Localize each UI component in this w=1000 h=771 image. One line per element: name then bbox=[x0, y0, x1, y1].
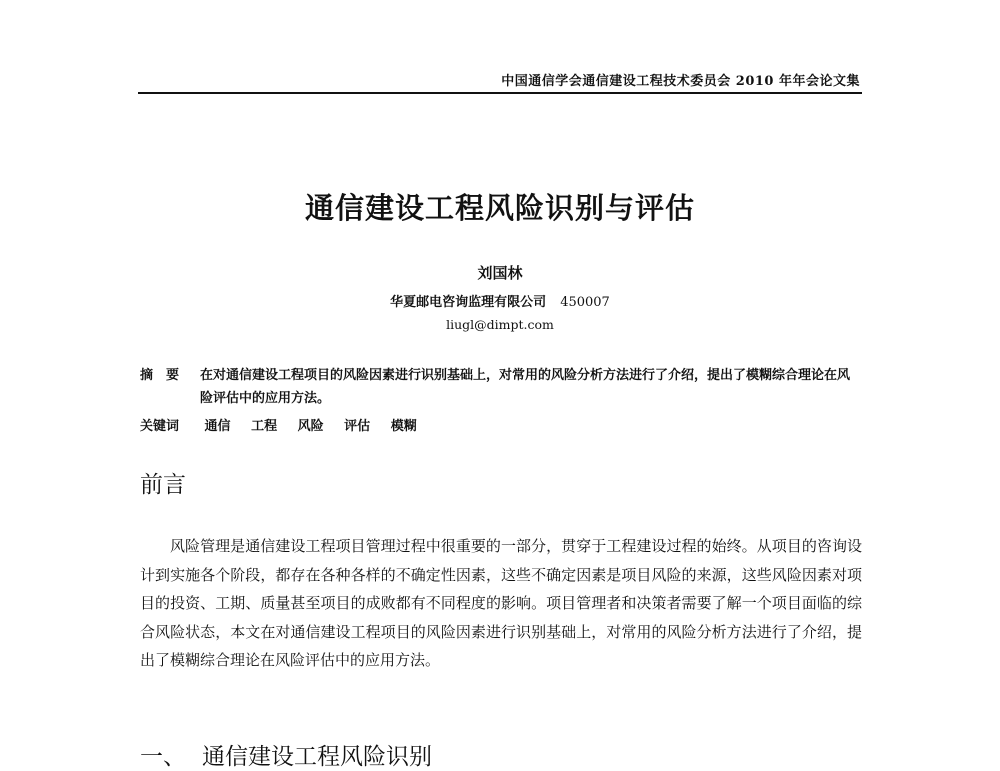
section-heading-preface: 前言 bbox=[140, 472, 186, 498]
author-name: 刘国林 bbox=[477, 264, 523, 282]
keyword: 工程 bbox=[251, 419, 278, 434]
section-title: 通信建设工程风险识别 bbox=[202, 744, 432, 770]
keyword: 通信 bbox=[204, 419, 231, 434]
keyword: 风险 bbox=[297, 419, 324, 434]
affiliation-name: 华夏邮电咨询监理有限公司 bbox=[390, 295, 547, 310]
abstract-label: 摘 要 bbox=[140, 368, 180, 383]
keyword: 评估 bbox=[344, 419, 371, 434]
keyword: 模糊 bbox=[390, 419, 417, 434]
paper-title: 通信建设工程风险识别与评估 bbox=[304, 191, 695, 225]
keywords-label: 关键词 bbox=[140, 419, 180, 434]
author-affiliation bbox=[140, 291, 860, 310]
section-heading-risk-identification bbox=[140, 738, 432, 771]
preface-paragraph: 风险管理是通信建设工程项目管理过程中很重要的一部分，贯穿于工程建设过程的始终。从项目的咨询设计到实施各个阶段，都存在各种各样的不确定性因素，这些不确定因素是项目风险的来源，这些风险因素对项目的投资、工期、质量甚至项目的成败都有不同程度的影响。项目管理者和决策者需要了解一个项目面临的综合风险状态，本文在对通信建设工程项目的风险因素进行识别基础上，对常用的风险分析方法进行了介绍，提出了模糊综合理论在风险评估中的应用方法。 bbox=[140, 537, 862, 669]
header-rule bbox=[138, 92, 862, 94]
keywords bbox=[140, 415, 862, 434]
abstract-text: 在对通信建设工程项目的风险因素进行识别基础上，对常用的风险分析方法进行了介绍，提出了模糊综合理论在风险评估中的应用方法。 bbox=[200, 368, 851, 406]
running-header: 中国通信学会通信建设工程技术委员会 2010 年年会论文集 bbox=[501, 74, 860, 89]
author-email: liugl@dimpt.com bbox=[446, 317, 554, 332]
section-number: 一、 bbox=[140, 744, 186, 770]
abstract bbox=[140, 364, 862, 410]
postal-code: 450007 bbox=[560, 295, 610, 310]
